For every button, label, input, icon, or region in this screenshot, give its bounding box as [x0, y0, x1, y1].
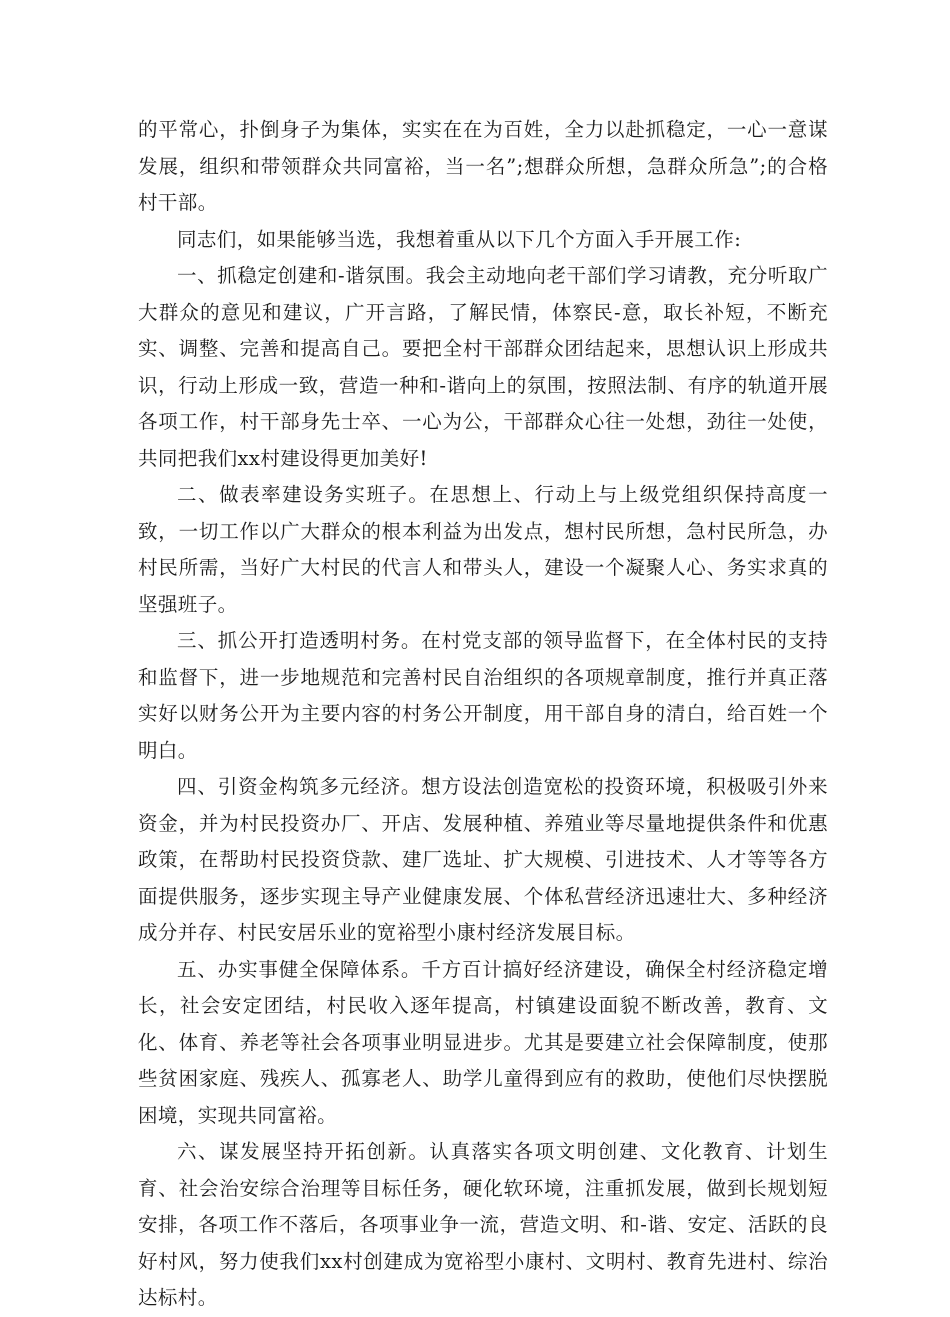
paragraph-point-4: 四、引资金构筑多元经济。想方设法创造宽松的投资环境，积极吸引外来资金，并为村民投资办厂、开店、发展种植、养殖业等尽量地提供条件和优惠政策，在帮助村民投资贷款、建厂选址、扩大规模、引进技术、人才等等各方面提供服务，逐步实现主导产业健康发展、个体私营经济迅速壮大、多种经济成分并存、村民安居乐业的宽裕型小康村经济发展目标。: [138, 775, 828, 944]
paragraph-point-6: 六、谋发展坚持开拓创新。认真落实各项文明创建、文化教育、计划生育、社会治安综合治理等目标任务，硬化软环境，注重抓发展，做到长规划短安排，各项工作不落后，各项事业争一流，营造文明、和-谐、安定、活跃的良好村风，努力使我们xx村创建成为宽裕型小康村、文明村、教育先进村、综治达标村。: [138, 1140, 828, 1309]
document-body: [138, 112, 828, 1317]
paragraph-point-5: 五、办实事健全保障体系。千方百计搞好经济建设，确保全村经济稳定增长，社会安定团结，村民收入逐年提高，村镇建设面貌不断改善，教育、文化、体育、养老等社会各项事业明显进步。尤其是要建立社会保障制度，使那些贫困家庭、残疾人、孤寡老人、助学儿童得到应有的救助，使他们尽快摆脱困境，实现共同富裕。: [138, 957, 828, 1127]
paragraph-point-3: 三、抓公开打造透明村务。在村党支部的领导监督下，在全体村民的支持和监督下，进一步地规范和完善村民自治组织的各项规章制度，推行并真正落实好以财务公开为主要内容的村务公开制度，用干部自身的清白，给百姓一个明白。: [138, 629, 828, 762]
paragraph-point-2: 二、做表率建设务实班子。在思想上、行动上与上级党组织保持高度一致，一切工作以广大群众的根本利益为出发点，想村民所想，急村民所急，办村民所需，当好广大村民的代言人和带头人，建设一个凝聚人心、务实求真的坚强班子。: [138, 483, 828, 616]
paragraph-intro: 同志们，如果能够当选，我想着重从以下几个方面入手开展工作:: [177, 227, 742, 251]
paragraph-continuation: 的平常心，扑倒身子为集体，实实在在为百姓，全力以赴抓稳定，一心一意谋发展，组织和带领群众共同富裕，当一名”;想群众所想，急群众所急”;的合格村干部。: [138, 118, 828, 214]
paragraph-point-1: 一、抓稳定创建和-谐氛围。我会主动地向老干部们学习请教，充分听取广大群众的意见和建议，广开言路，了解民情，体察民-意，取长补短，不断充实、调整、完善和提高自己。要把全村干部群众团结起来，思想认识上形成共识，行动上形成一致，营造一种和-谐向上的氛围，按照法制、有序的轨道开展各项工作，村干部身先士卒、一心为公，干部群众心往一处想，劲往一处使，共同把我们xx村建设得更加美好!: [138, 264, 828, 470]
